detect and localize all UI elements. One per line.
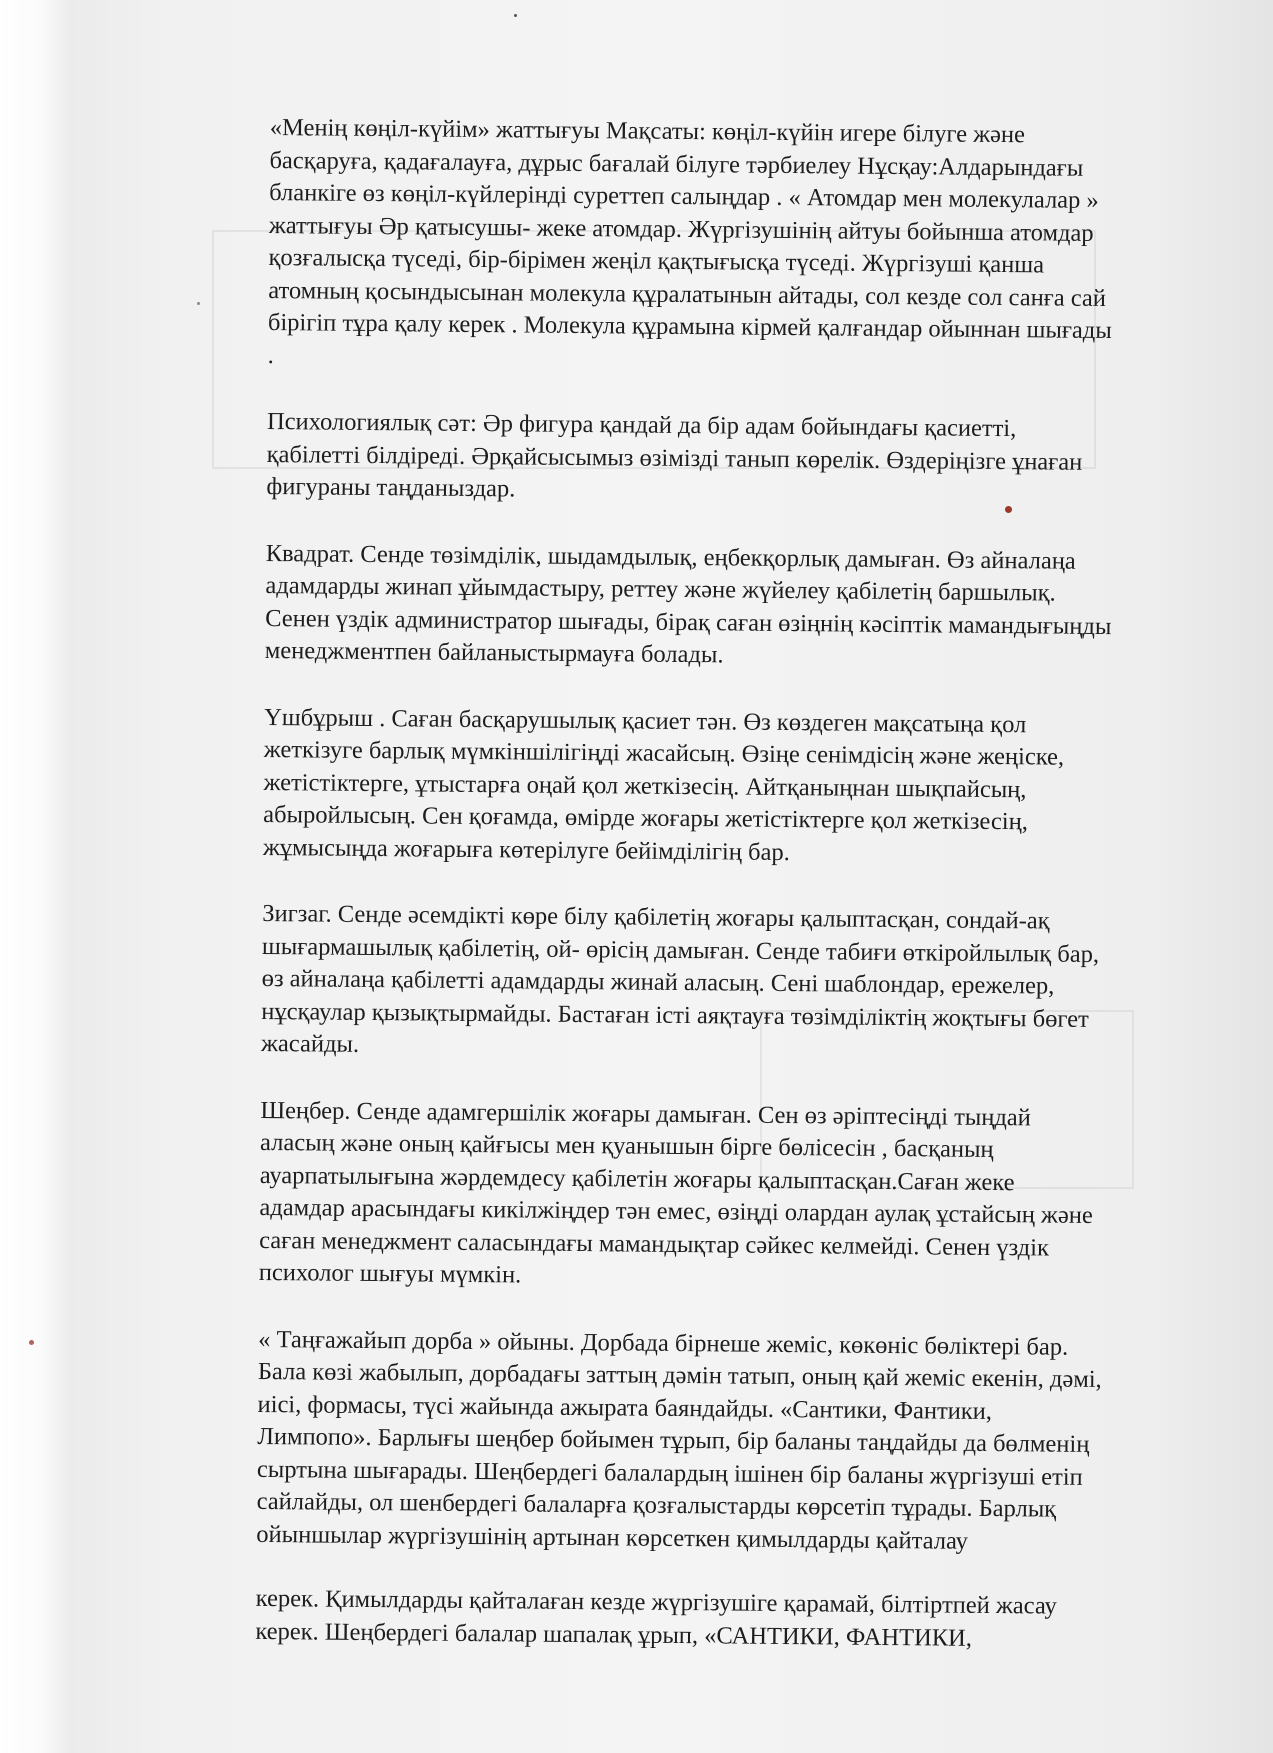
paragraph-psychological-moment: Психологиялық сәт: Әр фигура қандай да бір адам бойындағы қасиетті, қабілетті білдіреді. Әрқайсысымыз өзімізді танып көрелік. Өздеріңізге ұнаған фигураны таңданыздар. xyxy=(266,407,1083,503)
scan-speck xyxy=(197,302,200,305)
scan-speck xyxy=(514,14,517,17)
paragraph-magic-bag-game: « Таңғажайып дорба » ойыны. Дорбада бірнеше жеміс, көкөніс бөліктері бар. Бала көзі жабылып, дорбадағы заттың дәмін татып, оның қай жеміс екенін, дәмі, иісі, формасы, түсі жайында ажырата баяндайды. «Сантики, Фантики, Лимпопо». Барлығы шеңбер бойымен тұрып, бір баланы таңдайды да бөлменің сыртына шығарады. Шеңбердегі балалардың ішінен бір баланы жүргізуші етіп сайлайды, ол шенбердегі балаларға қозғалыстарды көрсетіп тұрады. Барлық ойыншылар жүргізушінің артынан көрсеткен қимылдарды қайталау xyxy=(256,1325,1102,1555)
document-body xyxy=(255,112,1245,1657)
paragraph-square: Квадрат. Сенде төзімділік, шыдамдылық, еңбекқорлық дамыған. Өз айналаңа адамдарды жинап ұйымдастыру, реттеу және жүйелеу қабілетің баршылық. Сенен үздік администратор шығады, бірақ саған өзіңнің кәсіптік мамандығыңды менеджментпен байланыстырмауға болады. xyxy=(264,539,1112,669)
scan-speck xyxy=(29,1340,34,1345)
paragraph-circle: Шеңбер. Сенде адамгершілік жоғары дамыған. Сен өз әріптесіңді тыңдай аласың және оның қайғысы мен қуанышын бірге бөлісесін , басқаның ауарпатылығына жәрдемдесу қабілетін жоғары қалыптасқан.Саған жеке адамдар арасындағы кикілжіңдер тән емес, өзіңді олардан аулақ ұстайсың және саған менеджмент саласындағы мамандықтар сәйкес келмейді. Сенен үздік психолог шығуы мүмкін. xyxy=(258,1096,1093,1289)
paragraph-mood-exercise: «Менің көңіл-күйім» жаттығуы Мақсаты: көңіл-күйін игере білуге және басқаруға, қадағалауға, дұрыс бағалай білуге тәрбиелеу Нұсқау:Алдарындағы бланкіге өз көңіл-күйлерінді суреттеп салыңдар . « Атомдар мен молекулалар » жаттығуы Әр қатысушы- жеке атомдар. Жүргізушінің айтуы бойынша атомдар қозғалысқа түседі, бір-бірімен жеңіл қақтығысқа түседі. Жүргізуші қанша атомның қосындысынан молекула құралатынын айтады, сол кезде сол санға сай бірігіп тұра қалу керек . Молекула құрамына кірмей қалғандар ойыннан шығады . xyxy=(267,113,1112,369)
scan-margin xyxy=(0,0,70,1753)
paragraph-triangle: Үшбұрыш . Саған басқарушылық қасиет тән. Өз көздеген мақсатыңа қол жеткізуге барлық мүмкіншілігіңді жасайсың. Өзіңе сенімдісің және жеңіске, жетістіктерге, ұтыстарға оңай қол жеткізесің. Айтқаныңнан шықпайсың, абыройлысың. Сен қоғамда, өмірде жоғары жетістіктерге қол жеткізесің, жұмысыңда жоғарыға көтерілуге бейімділігің бар. xyxy=(262,703,1065,866)
paragraph-continuation: керек. Қимылдарды қайталаған кезде жүргізушіге қарамай, білтіртпей жасау керек. Шеңбердегі балалар шапалақ ұрып, «САНТИКИ, ФАНТИКИ, xyxy=(255,1584,1057,1652)
paragraph-zigzag: Зигзаг. Сенде әсемдікті көре білу қабілетің жоғары қалыптасқан, сондай-ақ шығармашылық қабілетің, ой- өрісің дамыған. Сенде табиғи өткіройлылық бар, өз айналаңа қабілетті адамдарды жинай аласың. Сені шаблондар, ережелер, нұсқаулар қызықтырмайды. Бастаған істі аяқтауға төзімділіктің жоқтығы бөгет жасайды. xyxy=(260,899,1100,1058)
